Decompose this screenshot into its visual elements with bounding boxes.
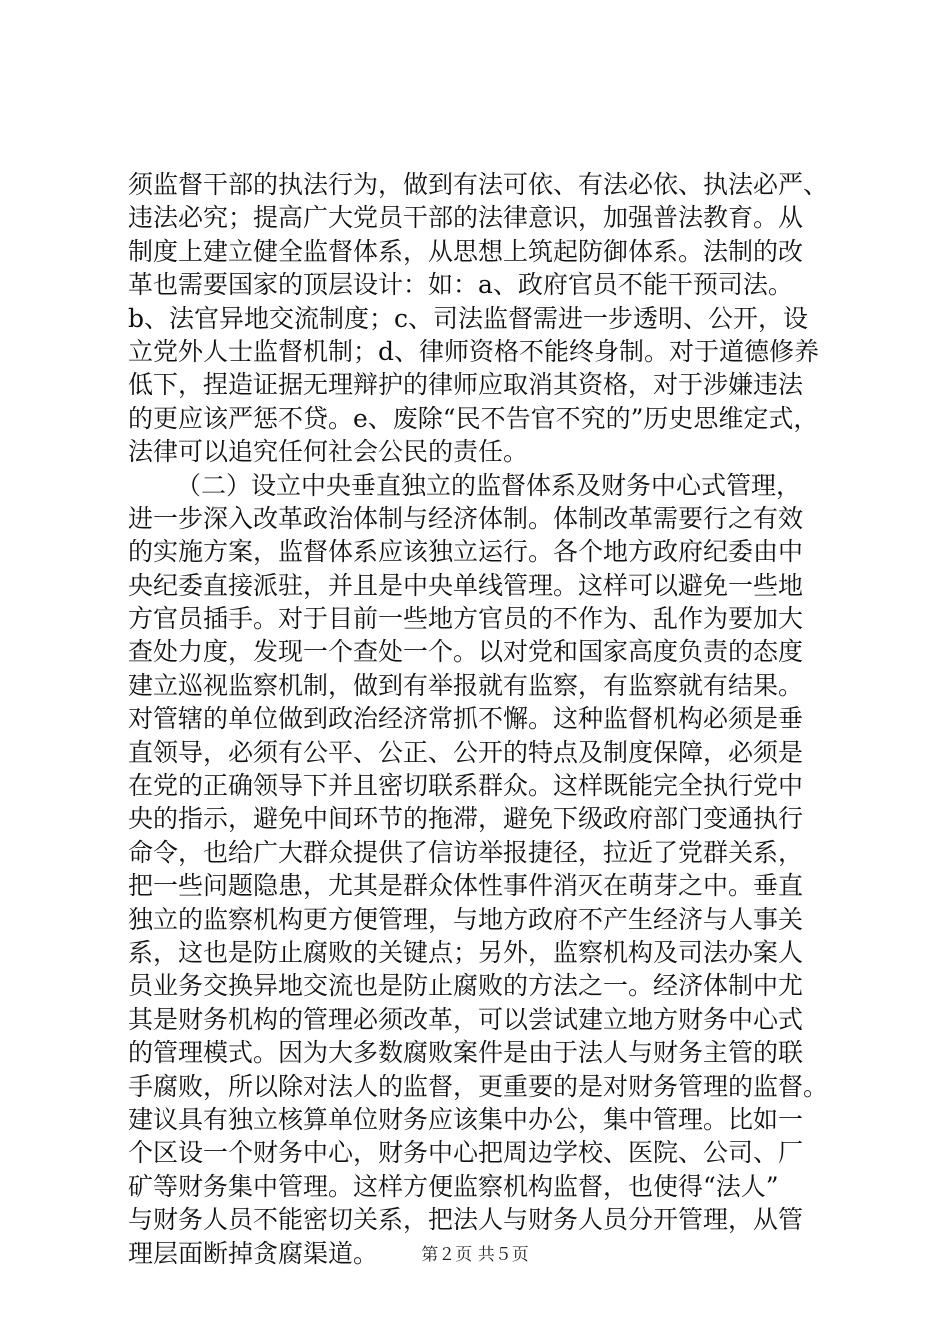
text-line: 个区设一个财务中心，财务中心把周边学校、医院、公司、厂 [128, 1138, 804, 1168]
text-line: 把一些问题隐患，尤其是群众体性事件消灭在萌芽之中。垂直 [128, 871, 804, 901]
text-line: 理层面断掉贪腐渠道。 [128, 1238, 379, 1268]
text-line: 查处力度，发现一个查处一个。以对党和国家高度负责的态度 [128, 637, 804, 667]
text-line: 矿等财务集中管理。这样方便监察机构监督，也使得“法人” [128, 1171, 779, 1201]
text-line: 命令，也给广大群众提供了信访举报捷径，拉近了党群关系， [128, 837, 804, 867]
text-line: 立党外人士监督机制；d、律师资格不能终身制。对于道德修养 [128, 336, 820, 366]
text-line: 对管辖的单位做到政治经济常抓不懈。这种监督机构必须是垂 [128, 704, 804, 734]
body-text [128, 168, 888, 1270]
text-line: 制度上建立健全监督体系，从思想上筑起防御体系。法制的改 [128, 236, 804, 266]
text-line: 在党的正确领导下并且密切联系群众。这样既能完全执行党中 [128, 771, 804, 801]
text-line: 进一步深入改革政治体制与经济体制。体制改革需要行之有效 [128, 503, 804, 533]
text-line: 须监督干部的执法行为，做到有法可依、有法必依、执法必严、 [128, 170, 829, 199]
text-line: 方官员插手。对于目前一些地方官员的不作为、乱作为要加大 [128, 604, 804, 634]
text-line: 独立的监察机构更方便管理，与地方政府不产生经济与人事关 [128, 904, 804, 934]
text-line: 央的指示，避免中间环节的拖滞，避免下级政府部门变通执行 [128, 804, 804, 834]
text-line: b、法官异地交流制度；c、司法监督需进一步透明、公开，设 [128, 303, 809, 333]
text-line: 员业务交换异地交流也是防止腐败的方法之一。经济体制中尤 [128, 971, 804, 1001]
text-line: 建立巡视监察机制，做到有举报就有监察，有监察就有结果。 [128, 670, 804, 700]
text-line: 直领导，必须有公平、公正、公开的特点及制度保障，必须是 [128, 737, 804, 767]
text-line: 系，这也是防止腐败的关键点；另外，监察机构及司法办案人 [128, 937, 804, 967]
section-heading-line: （二）设立中央垂直独立的监督体系及财务中心式管理， [176, 470, 802, 500]
text-line: 与财务人员不能密切关系，把法人与财务人员分开管理，从管 [128, 1205, 804, 1235]
text-line: 低下，捏造证据无理辩护的律师应取消其资格，对于涉嫌违法 [128, 370, 804, 400]
text-line: 的更应该严惩不贷。e、废除“民不告官不究的”历史思维定式， [128, 403, 819, 433]
text-line: 建议具有独立核算单位财务应该集中办公，集中管理。比如一 [128, 1104, 804, 1134]
text-line: 革也需要国家的顶层设计：如：a、政府官员不能干预司法。 [128, 270, 793, 300]
text-line: 法律可以追究任何社会公民的责任。 [128, 437, 529, 467]
text-line: 手腐败，所以除对法人的监督，更重要的是对财务管理的监督。 [128, 1071, 829, 1101]
text-line: 其是财务机构的管理必须改革，可以尝试建立地方财务中心式 [128, 1004, 804, 1034]
page-number-footer: 第２页 共５页 [421, 1245, 529, 1265]
text-line: 的管理模式。因为大多数腐败案件是由于法人与财务主管的联 [128, 1038, 804, 1068]
text-line: 央纪委直接派驻，并且是中央单线管理。这样可以避免一些地 [128, 570, 804, 600]
text-line: 的实施方案，监督体系应该独立运行。各个地方政府纪委由中 [128, 537, 804, 567]
text-line: 违法必究；提高广大党员干部的法律意识，加强普法教育。从 [128, 203, 804, 233]
